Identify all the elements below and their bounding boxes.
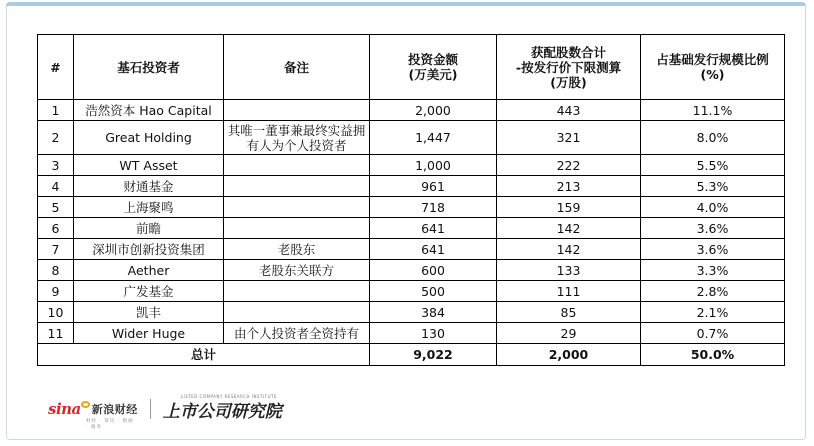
cell-amount: 718 — [370, 197, 497, 218]
header-shares-unit: (万股) — [550, 74, 587, 90]
cell-investor: WT Asset — [74, 155, 224, 176]
footer-logos — [48, 393, 282, 430]
cell-investor: 广发基金 — [74, 281, 224, 302]
cell-shares: 159 — [497, 197, 641, 218]
cell-amount: 641 — [370, 218, 497, 239]
table-row — [38, 260, 785, 281]
total-row — [38, 344, 785, 366]
sina-finance-subtext: 财经 · 资讯 · 数据 · 服务 — [86, 419, 134, 430]
cell-no: 1 — [38, 100, 74, 121]
cell-ratio: 3.6% — [641, 218, 785, 239]
table-row — [38, 176, 785, 197]
cell-note: 老股东 — [224, 239, 370, 260]
cell-investor: 凯丰 — [74, 302, 224, 323]
cell-shares: 111 — [497, 281, 641, 302]
cell-note: 其唯一董事兼最终实益拥有人为个人投资者 — [224, 121, 370, 155]
header-amount — [370, 35, 497, 100]
cell-no: 11 — [38, 323, 74, 344]
cell-shares: 85 — [497, 302, 641, 323]
cell-shares: 443 — [497, 100, 641, 121]
cell-note — [224, 176, 370, 197]
sina-eye-icon — [81, 401, 90, 408]
cornerstone-investor-table — [37, 34, 785, 366]
total-label: 总计 — [38, 344, 370, 366]
table-row — [38, 197, 785, 218]
sina-finance-text: 新浪财经 — [91, 403, 138, 416]
header-shares — [497, 35, 641, 100]
cell-amount: 1,000 — [370, 155, 497, 176]
cell-no: 5 — [38, 197, 74, 218]
total-shares: 2,000 — [497, 344, 641, 366]
cell-investor: 前瞻 — [74, 218, 224, 239]
cell-note — [224, 218, 370, 239]
logo-divider — [150, 399, 151, 419]
header-ratio-unit: (%) — [700, 67, 725, 82]
cell-shares: 321 — [497, 121, 641, 155]
cell-shares: 213 — [497, 176, 641, 197]
cell-investor: Aether — [74, 260, 224, 281]
cell-shares: 133 — [497, 260, 641, 281]
cell-amount: 2,000 — [370, 100, 497, 121]
cell-no: 8 — [38, 260, 74, 281]
cell-no: 3 — [38, 155, 74, 176]
sina-finance-logo — [48, 400, 138, 430]
table-row — [38, 218, 785, 239]
cell-ratio: 5.5% — [641, 155, 785, 176]
cell-ratio: 3.3% — [641, 260, 785, 281]
cell-no: 9 — [38, 281, 74, 302]
table-header-row — [38, 35, 785, 100]
sina-wordmark: sina — [48, 400, 81, 418]
cell-ratio: 3.6% — [641, 239, 785, 260]
header-shares-subtitle: -按发行价下限测算 — [515, 59, 622, 75]
table-row — [38, 281, 785, 302]
cell-amount: 1,447 — [370, 121, 497, 155]
header-note: 备注 — [224, 35, 370, 100]
cell-ratio: 11.1% — [641, 100, 785, 121]
header-investor: 基石投资者 — [74, 35, 224, 100]
cell-ratio: 2.1% — [641, 302, 785, 323]
research-institute-subtext: LISTED COMPANY RESEARCH INSTITUTE — [180, 393, 277, 399]
cell-investor: 浩然资本 Hao Capital — [74, 100, 224, 121]
cell-no: 2 — [38, 121, 74, 155]
cell-amount: 600 — [370, 260, 497, 281]
header-amount-unit: (万美元) — [408, 67, 458, 82]
cell-shares: 29 — [497, 323, 641, 344]
header-ratio-title: 占基础发行规模比例 — [656, 52, 769, 67]
table-row — [38, 121, 785, 155]
cell-ratio: 0.7% — [641, 323, 785, 344]
table-row — [38, 239, 785, 260]
cell-note — [224, 155, 370, 176]
cell-investor: 财通基金 — [74, 176, 224, 197]
cell-investor: Wider Huge — [74, 323, 224, 344]
cell-note: 老股东关联方 — [224, 260, 370, 281]
cell-investor: 深圳市创新投资集团 — [74, 239, 224, 260]
table-row — [38, 155, 785, 176]
cell-note — [224, 281, 370, 302]
cell-note — [224, 100, 370, 121]
table-row — [38, 323, 785, 344]
cell-amount: 384 — [370, 302, 497, 323]
research-institute-logo — [162, 393, 282, 422]
cell-amount: 130 — [370, 323, 497, 344]
cell-no: 4 — [38, 176, 74, 197]
research-institute-text: 上市公司研究院 — [162, 401, 282, 422]
cell-no: 6 — [38, 218, 74, 239]
cell-note — [224, 302, 370, 323]
cell-ratio: 5.3% — [641, 176, 785, 197]
cell-investor: 上海聚鸣 — [74, 197, 224, 218]
header-shares-title: 获配股数合计 — [530, 44, 606, 60]
cell-ratio: 8.0% — [641, 121, 785, 155]
cell-amount: 961 — [370, 176, 497, 197]
cell-amount: 641 — [370, 239, 497, 260]
header-ratio — [641, 35, 785, 100]
total-ratio: 50.0% — [641, 344, 785, 366]
cell-shares: 142 — [497, 239, 641, 260]
cell-shares: 142 — [497, 218, 641, 239]
cell-no: 10 — [38, 302, 74, 323]
cell-ratio: 4.0% — [641, 197, 785, 218]
total-amount: 9,022 — [370, 344, 497, 366]
cell-ratio: 2.8% — [641, 281, 785, 302]
cell-note: 由个人投资者全资持有 — [224, 323, 370, 344]
cell-amount: 500 — [370, 281, 497, 302]
cell-investor: Great Holding — [74, 121, 224, 155]
table-row — [38, 100, 785, 121]
header-amount-title: 投资金额 — [407, 52, 458, 67]
table-row — [38, 302, 785, 323]
cell-shares: 222 — [497, 155, 641, 176]
cell-no: 7 — [38, 239, 74, 260]
cell-note — [224, 197, 370, 218]
header-no: # — [38, 35, 74, 100]
